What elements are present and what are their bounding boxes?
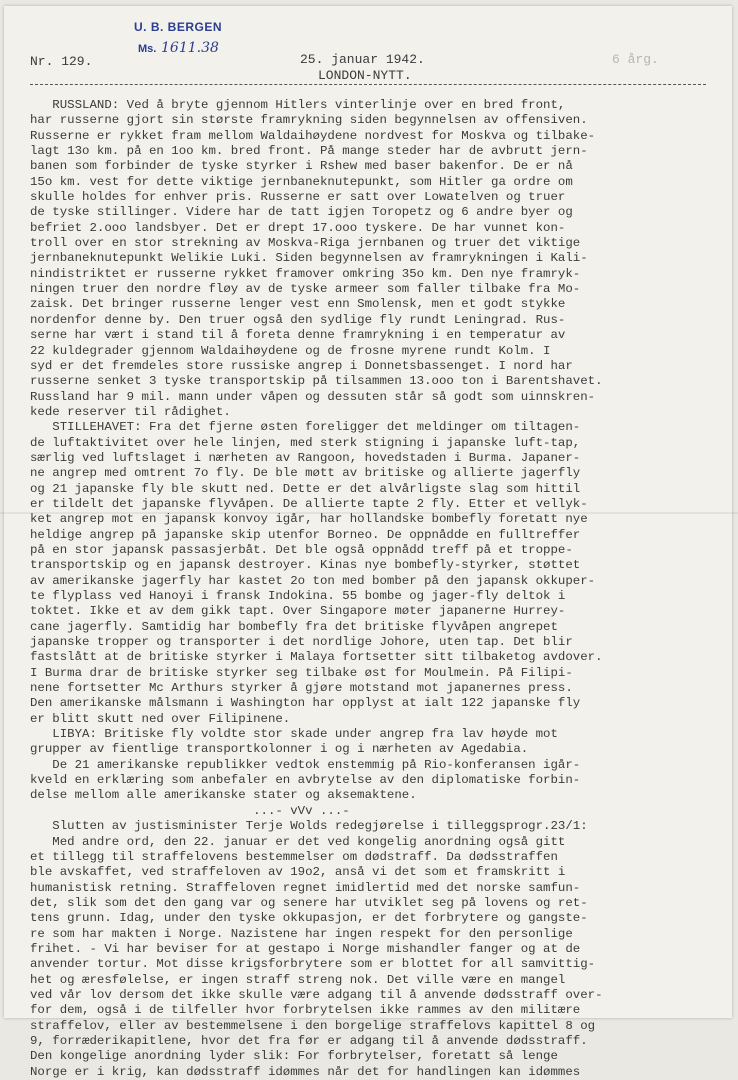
text-line: Med andre ord, den 22. januar er det ved kongelig anordning også gitt (30, 834, 566, 849)
text-line: Russerne er rykket fram mellom Waldaihøydene nordvest for Moskva og tilbake- (30, 128, 596, 143)
text-line: cane jagerfly. Samtidig har bombefly fra det britiske flyvåpen angrepet (30, 619, 558, 634)
text-line: ...- vVv ...- (30, 803, 350, 818)
text-line: ket angrep mot en japansk konvoy igår, har hollandske bombefly foretatt nye (30, 512, 588, 527)
text-line: har russerne gjort sin største framrykning siden begynnelsen av offensiven. (30, 113, 588, 128)
text-line: zaisk. Det bringer russerne lenger vest enn Smolensk, men et godt stykke (30, 297, 566, 312)
newsletter-title: LONDON-NYTT. (318, 68, 412, 83)
text-line: nordenfor denne by. Den truer også den sydlige fly rundt Leningrad. Rus- (30, 312, 566, 327)
text-line: Den amerikanske målsmann i Washington har opplyst at ialt 122 japanske fly (30, 696, 581, 711)
text-line: Norge er i krig, kan dødsstraff idømmes når det for handlingen kan idømmes (30, 1064, 581, 1079)
text-line: nene fortsetter Mc Arthurs styrker å gjøre motstand mot japanernes press. (30, 681, 573, 696)
manuscript-stamp-prefix: Ms. (138, 43, 157, 55)
text-line: 22 kuldegrader gjennom Waldaihøydene og de frosne myrene rundt Kolm. I (30, 343, 551, 358)
text-line: delse mellom alle amerikanske stater og aksemaktene. (30, 788, 417, 803)
issue-date: 25. januar 1942. (300, 52, 425, 67)
text-line: Russland har 9 mil. mann under våpen og dessuten står så godt som uinnskren- (30, 389, 596, 404)
text-line: RUSSLAND: Ved å bryte gjennom Hitlers vinterlinje over en bred front, (30, 98, 566, 112)
text-line: serne har vært i stand til å foreta denne framrykning i en temperatur av (30, 328, 566, 343)
text-line: det, slik som det den gang var og senere har utviklet seg på lovens og ret- (30, 895, 588, 910)
text-line: de tyske stillinger. Videre har de tatt igjen Toropetz og 6 andre byer og (30, 205, 573, 220)
text-line: skulle holdes for enhver pris. Russerne er satt over Lowatelven og truer (30, 190, 566, 205)
text-line: 15o km. vest for dette viktige jernbaneknutepunkt, som Hitler ga ordre om (30, 174, 573, 189)
text-line: jernbaneknutepunkt Welikie Luki. Siden begynnelsen av framrykningen i Kali- (30, 251, 588, 266)
text-line: toktet. Ikke et av dem gikk tapt. Over Singapore møter japanerne Hurrey- (30, 604, 566, 619)
text-line: straffelov, eller av bestemmelsene i den borgelige straffelovs kapittel 8 og (30, 1018, 596, 1033)
text-line: 9, forræderikapitlene, hvor det fra før er adgang til å anvende dødsstraff. (30, 1033, 588, 1048)
text-line: og 21 japanske fly ble skutt ned. Dette er det alvårligste slag som hittil (30, 481, 581, 496)
text-line: av amerikanske jagerfly har kastet 2o ton med bomber på den japansk okkuper- (30, 573, 596, 588)
text-line: fastslått at de britiske styrker i Malaya fortsetter sitt tilbaketog avdover. (30, 650, 603, 665)
text-line: kede reserver til rådighet. (30, 404, 231, 419)
text-line: kveld en erklæring som anbefaler en avbrytelse av den diplomatiske forbin- (30, 773, 581, 788)
paper-fold-crease (0, 512, 738, 514)
manuscript-number-handwritten: 1611.38 (161, 40, 219, 56)
text-line: syd er det fremdeles store russiske angrep i Donnetsbassenget. I nord har (30, 358, 573, 373)
text-line: særlig ved luftslaget i nærheten av Rangoon, hovedstaden i Burma. Japaner- (30, 450, 581, 465)
text-line: frihet. - Vi har beviser for at gestapo i Norge mishandler fanger og at de (30, 941, 581, 956)
text-line: re som har makten i Norge. Nazistene har ingen respekt for den personlige (30, 926, 573, 941)
text-line: på en stor japansk passasjerbåt. Det ble også oppnådd treff på et troppe- (30, 542, 573, 557)
text-line: Slutten av justisminister Terje Wolds redegjørelse i tilleggsprogr.23/1: (30, 819, 588, 834)
text-line: tens grunn. Idag, under den tyske okkupasjon, er det forbrytere og gangste- (30, 911, 588, 926)
text-line: japanske tropper og transporter i det nordlige Johore, uten tap. Det blir (30, 635, 573, 650)
text-line: transportskip og en japansk destroyer. Kinas nye bombefly-styrker, støttet (30, 558, 581, 573)
text-line: grupper av fientlige transportkolonner i og i nærheten av Agedabia. (30, 742, 529, 757)
text-line: het og æresfølelse, er ingen straff streng nok. Det ville være en mangel (30, 972, 566, 987)
text-line: anvender tortur. Mot disse krigsforbrytere som er blottet for all samvittig- (30, 957, 596, 972)
text-line: te flyplass ved Hanoyi i fransk Indokina. 55 bombe og jager-fly deltok i (30, 589, 566, 603)
text-line: ved vår lov dersom det ikke skulle være adgang til å anvende dødsstraff over- (30, 987, 603, 1002)
text-line: lagt 13o km. på en 1oo km. bred front. På mange steder har de avbrutt jern- (30, 144, 588, 159)
faded-year-mark: 6 årg. (612, 52, 659, 67)
text-line: ne angrep med omtrent 7o fly. De ble møtt av britiske og allierte jagerfly (30, 466, 581, 481)
text-line: er blitt skutt ned over Filipinene. (30, 711, 291, 726)
text-line: nindistriktet er russerne rykket framover omkring 35o km. Den nye framryk- (30, 266, 581, 281)
text-line: de luftaktivitet over hele linjen, med sterk stigning i japanske luft-tap, (30, 435, 581, 450)
text-line: Den kongelige anordning lyder slik: For forbrytelser, foretatt så lenge (30, 1049, 558, 1064)
text-line: I Burma drar de britiske styrker seg tilbake øst for Moulmein. På Filipi- (30, 665, 573, 680)
text-line: er tildelt det japanske flyvåpen. De allierte tapte 2 fly. Etter et vellyk- (30, 496, 588, 511)
article-body (30, 98, 720, 1080)
header-divider (30, 84, 706, 85)
text-line: LIBYA: Britiske fly voldte stor skade under angrep fra lav høyde mot (30, 727, 558, 742)
text-line: De 21 amerikanske republikker vedtok enstemmig på Rio-konferansen igår- (30, 757, 581, 772)
text-line: et tillegg til straffelovens bestemmelser om dødstraff. Da dødsstraffen (30, 849, 558, 864)
text-line: ble avskaffet, ved straffeloven av 19o2, anså vi det som et framskritt i (30, 865, 566, 880)
issue-number: Nr. 129. (30, 54, 93, 69)
text-line: humanistisk retning. Straffeloven regnet imidlertid med det norske samfun- (30, 880, 581, 895)
text-line: STILLEHAVET: Fra det fjerne østen foreligger det meldinger om tiltagen- (30, 420, 581, 435)
text-line: heldige angrep på japanske skip utenfor Borneo. De oppnådde en fulltreffer (30, 527, 581, 542)
text-line: banen som forbinder de tyske styrker i Rshew med baser bakenfor. De er nå (30, 159, 573, 174)
library-stamp: U. B. BERGEN (134, 20, 223, 34)
text-line: for dem, også i de tilfeller hvor forbrytelsen ikke rammes av den militære (30, 1003, 581, 1018)
text-line: russerne senket 3 tyske transportskip på tilsammen 13.ooo ton i Barentshavet. (30, 374, 603, 389)
text-line: ningen truer den nordre fløy av de tyske armeer som faller tilbake fra Mo- (30, 282, 581, 297)
text-line: troll over en stor strekning av Moskva-Riga jernbanen og truer det viktige (30, 236, 581, 251)
text-line: befriet 2.ooo landsbyer. Det er drept 17.ooo tyskere. De har vunnet kon- (30, 220, 566, 235)
